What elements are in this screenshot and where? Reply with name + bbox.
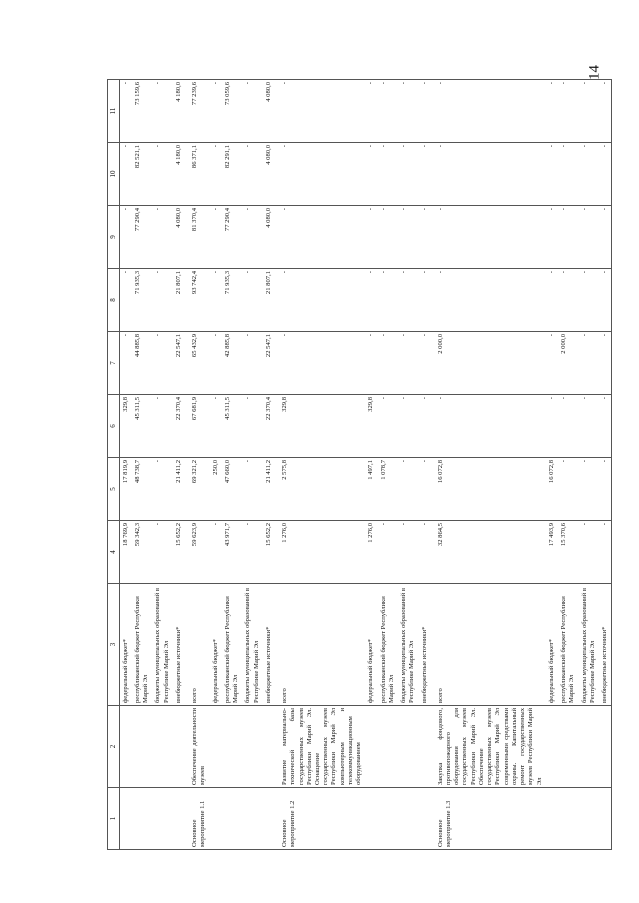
funding-source-cell: внебюджетные источники* (599, 584, 612, 706)
value-cell: - (546, 395, 558, 458)
activity-cell (378, 788, 398, 850)
column-header: 7 (108, 332, 120, 395)
activity-cell (222, 788, 242, 850)
value-cell: 1 497,1 (365, 458, 377, 521)
value-cell: - (558, 80, 578, 143)
activity-cell (263, 788, 275, 850)
funding-source-cell: федеральный бюджет* (210, 584, 222, 706)
value-cell: - (431, 269, 546, 332)
value-cell: 22 370,4 (173, 395, 185, 458)
value-cell: - (599, 80, 612, 143)
description-cell: Обеспечение деятельности музеев (185, 706, 209, 788)
table-row (398, 80, 418, 850)
value-cell: - (210, 395, 222, 458)
table-row (431, 80, 546, 850)
value-cell: 21 411,2 (263, 458, 275, 521)
activity-cell: Основное мероприятие 1.2 (275, 788, 365, 850)
value-cell: 77 239,6 (185, 80, 209, 143)
funding-source-cell: внебюджетные источники* (419, 584, 431, 706)
description-cell (222, 706, 242, 788)
value-cell: - (419, 332, 431, 395)
table-row (599, 80, 612, 850)
value-cell: - (210, 521, 222, 584)
funding-source-cell: федеральный бюджет* (119, 584, 132, 706)
value-cell: 42 885,8 (222, 332, 242, 395)
header-row (108, 80, 120, 850)
description-cell (398, 706, 418, 788)
value-cell: - (378, 395, 398, 458)
value-cell: 2 000,0 (558, 332, 578, 395)
table-row (378, 80, 398, 850)
funding-source-cell: всего (431, 584, 546, 706)
table-body (119, 80, 611, 850)
value-cell: - (119, 80, 132, 143)
value-cell: - (152, 458, 172, 521)
value-cell: - (579, 332, 599, 395)
funding-source-cell: всего (185, 584, 209, 706)
value-cell: - (378, 269, 398, 332)
value-cell: - (119, 206, 132, 269)
value-cell: - (398, 395, 418, 458)
value-cell: 4 080,0 (263, 143, 275, 206)
value-cell: - (398, 206, 418, 269)
value-cell: - (378, 143, 398, 206)
value-cell: 17 819,9 (119, 458, 132, 521)
value-cell: 21 411,2 (173, 458, 185, 521)
description-cell (173, 706, 185, 788)
value-cell: - (242, 80, 262, 143)
value-cell: - (579, 80, 599, 143)
funding-source-cell: федеральный бюджет* (365, 584, 377, 706)
value-cell: 329,8 (275, 395, 365, 458)
value-cell: - (119, 269, 132, 332)
value-cell: - (579, 521, 599, 584)
description-cell (152, 706, 172, 788)
activity-cell (210, 788, 222, 850)
value-cell: 329,8 (365, 395, 377, 458)
value-cell: - (152, 395, 172, 458)
page-number: 14 (586, 65, 603, 80)
description-cell (242, 706, 262, 788)
value-cell: - (275, 143, 365, 206)
value-cell: 82 291,1 (222, 143, 242, 206)
column-header: 1 (108, 788, 120, 850)
value-cell: - (242, 206, 262, 269)
value-cell: - (558, 143, 578, 206)
value-cell: - (152, 206, 172, 269)
value-cell: - (419, 395, 431, 458)
table-row (119, 80, 132, 850)
value-cell: 4 180,0 (173, 80, 185, 143)
value-cell: - (419, 80, 431, 143)
value-cell: - (599, 206, 612, 269)
activity-cell (398, 788, 418, 850)
value-cell: 81 370,4 (185, 206, 209, 269)
value-cell: 43 971,7 (222, 521, 242, 584)
value-cell: - (398, 269, 418, 332)
value-cell: - (378, 80, 398, 143)
activity-cell: Основное мероприятие 1.3 (431, 788, 546, 850)
value-cell: - (119, 143, 132, 206)
value-cell: - (378, 332, 398, 395)
value-cell: 21 807,1 (263, 269, 275, 332)
value-cell: - (558, 206, 578, 269)
value-cell: - (546, 80, 558, 143)
description-cell: Развитие материально-технической базы государственных музеев Республики Марий Эл. Оснащение государственных музеев Республики Марий Эл компьютерным и телекоммуникационным оборудованием (275, 706, 365, 788)
value-cell: - (378, 521, 398, 584)
value-cell: 250,0 (210, 458, 222, 521)
activity-cell (173, 788, 185, 850)
activity-cell (132, 788, 152, 850)
value-cell: - (431, 143, 546, 206)
value-cell: 15 652,2 (263, 521, 275, 584)
value-cell: 73 159,6 (132, 80, 152, 143)
activity-cell (579, 788, 599, 850)
value-cell: 15 370,6 (558, 521, 578, 584)
funding-source-cell: внебюджетные источники* (173, 584, 185, 706)
value-cell: 16 072,8 (431, 458, 546, 521)
table-row (132, 80, 152, 850)
table-row (173, 80, 185, 850)
value-cell: 82 521,1 (132, 143, 152, 206)
value-cell: - (599, 395, 612, 458)
value-cell: - (275, 332, 365, 395)
value-cell: 73 059,6 (222, 80, 242, 143)
value-cell: - (558, 269, 578, 332)
table-row (275, 80, 365, 850)
value-cell: 67 681,9 (185, 395, 209, 458)
description-cell (419, 706, 431, 788)
value-cell: - (365, 269, 377, 332)
value-cell: 16 072,8 (546, 458, 558, 521)
value-cell: 4 180,0 (173, 143, 185, 206)
value-cell: 1 276,0 (365, 521, 377, 584)
value-cell: 17 493,9 (546, 521, 558, 584)
description-cell (599, 706, 612, 788)
activity-cell (419, 788, 431, 850)
value-cell: 71 935,3 (132, 269, 152, 332)
column-header: 10 (108, 143, 120, 206)
value-cell: - (599, 332, 612, 395)
description-cell: Закупка фондового, противопожарного оборудования для государственных музеев Республики Марий Эл. Обеспечение государственных музеев Республики Марий Эл современными средствами охраны. Капитальный ремонт государственных музеев Республики Марий Эл (431, 706, 546, 788)
value-cell: - (431, 206, 546, 269)
column-header: 4 (108, 521, 120, 584)
description-cell (378, 706, 398, 788)
description-cell (263, 706, 275, 788)
value-cell: - (119, 332, 132, 395)
value-cell: - (152, 269, 172, 332)
value-cell: - (546, 269, 558, 332)
table-row (263, 80, 275, 850)
activity-cell (152, 788, 172, 850)
activity-cell (119, 788, 132, 850)
table-row (210, 80, 222, 850)
value-cell: - (431, 80, 546, 143)
table-row (242, 80, 262, 850)
value-cell: - (242, 521, 262, 584)
value-cell: - (242, 395, 262, 458)
value-cell: - (419, 458, 431, 521)
value-cell: 1 078,7 (378, 458, 398, 521)
value-cell: - (152, 521, 172, 584)
value-cell: - (398, 80, 418, 143)
table-row (579, 80, 599, 850)
value-cell: 48 738,7 (132, 458, 152, 521)
value-cell: - (558, 395, 578, 458)
column-header: 5 (108, 458, 120, 521)
value-cell: 21 807,1 (173, 269, 185, 332)
table-row (185, 80, 209, 850)
value-cell: 59 623,9 (185, 521, 209, 584)
column-header: 8 (108, 269, 120, 332)
description-cell (579, 706, 599, 788)
value-cell: - (398, 332, 418, 395)
value-cell: 4 080,0 (263, 80, 275, 143)
value-cell: 22 370,4 (263, 395, 275, 458)
value-cell: 22 547,1 (263, 332, 275, 395)
value-cell: - (275, 80, 365, 143)
column-header: 11 (108, 80, 120, 143)
value-cell: - (419, 521, 431, 584)
funding-source-cell: внебюджетные источники* (263, 584, 275, 706)
value-cell: 93 742,4 (185, 269, 209, 332)
funding-source-cell: республиканский бюджет Республики Марий Эл (378, 584, 398, 706)
description-cell (210, 706, 222, 788)
value-cell: - (152, 80, 172, 143)
value-cell: 71 935,3 (222, 269, 242, 332)
value-cell: 22 547,1 (173, 332, 185, 395)
column-header: 3 (108, 584, 120, 706)
activity-cell (599, 788, 612, 850)
description-cell (365, 706, 377, 788)
value-cell: - (275, 269, 365, 332)
value-cell: - (431, 395, 546, 458)
value-cell: - (398, 458, 418, 521)
value-cell: 2 575,8 (275, 458, 365, 521)
rotated-table-container (107, 80, 611, 850)
value-cell: - (242, 143, 262, 206)
column-header: 9 (108, 206, 120, 269)
funding-source-cell: бюджеты муниципальных образований в Республике Марий Эл (152, 584, 172, 706)
value-cell: - (242, 269, 262, 332)
value-cell: 77 290,4 (132, 206, 152, 269)
value-cell: - (152, 143, 172, 206)
value-cell: - (275, 206, 365, 269)
value-cell: - (546, 206, 558, 269)
funding-source-cell: бюджеты муниципальных образований в Республике Марий Эл (242, 584, 262, 706)
funding-source-cell: республиканский бюджет Республики Марий Эл (132, 584, 152, 706)
table-row (419, 80, 431, 850)
value-cell: - (242, 458, 262, 521)
value-cell: - (579, 395, 599, 458)
financing-table (107, 79, 612, 850)
value-cell: 44 885,8 (132, 332, 152, 395)
table-row (365, 80, 377, 850)
value-cell: - (365, 332, 377, 395)
description-cell (546, 706, 558, 788)
value-cell: - (365, 143, 377, 206)
value-cell: - (365, 206, 377, 269)
value-cell: - (365, 80, 377, 143)
value-cell: - (579, 269, 599, 332)
value-cell: 69 321,2 (185, 458, 209, 521)
funding-source-cell: бюджеты муниципальных образований в Республике Марий Эл (579, 584, 599, 706)
funding-source-cell: бюджеты муниципальных образований в Республике Марий Эл (398, 584, 418, 706)
value-cell: - (419, 206, 431, 269)
value-cell: 4 080,0 (263, 206, 275, 269)
value-cell: - (398, 521, 418, 584)
value-cell: 77 290,4 (222, 206, 242, 269)
activity-cell: Основное мероприятие 1.1 (185, 788, 209, 850)
funding-source-cell: всего (275, 584, 365, 706)
value-cell: - (398, 143, 418, 206)
funding-source-cell: республиканский бюджет Республики Марий Эл (558, 584, 578, 706)
value-cell: - (579, 458, 599, 521)
value-cell: - (579, 206, 599, 269)
funding-source-cell: федеральный бюджет* (546, 584, 558, 706)
value-cell: 47 660,0 (222, 458, 242, 521)
value-cell: 65 432,9 (185, 332, 209, 395)
value-cell: 86 371,1 (185, 143, 209, 206)
value-cell: - (546, 143, 558, 206)
activity-cell (546, 788, 558, 850)
value-cell: 15 652,2 (173, 521, 185, 584)
column-header: 2 (108, 706, 120, 788)
value-cell: - (210, 206, 222, 269)
value-cell: - (599, 269, 612, 332)
value-cell: - (210, 80, 222, 143)
value-cell: - (579, 143, 599, 206)
table-row (222, 80, 242, 850)
value-cell: - (599, 521, 612, 584)
table-row (558, 80, 578, 850)
value-cell: 59 342,3 (132, 521, 152, 584)
value-cell: 1 276,0 (275, 521, 365, 584)
description-cell (132, 706, 152, 788)
value-cell: 329,8 (119, 395, 132, 458)
description-cell (558, 706, 578, 788)
value-cell: - (210, 269, 222, 332)
value-cell: - (152, 332, 172, 395)
value-cell: - (558, 458, 578, 521)
value-cell: - (546, 332, 558, 395)
value-cell: - (599, 143, 612, 206)
funding-source-cell: республиканский бюджет Республики Марий Эл (222, 584, 242, 706)
value-cell: - (419, 269, 431, 332)
table-row (152, 80, 172, 850)
value-cell: - (242, 332, 262, 395)
value-cell: 18 769,9 (119, 521, 132, 584)
value-cell: 45 311,5 (132, 395, 152, 458)
activity-cell (242, 788, 262, 850)
description-cell (119, 706, 132, 788)
value-cell: 32 864,5 (431, 521, 546, 584)
activity-cell (365, 788, 377, 850)
column-header: 6 (108, 395, 120, 458)
value-cell: - (378, 206, 398, 269)
table-row (546, 80, 558, 850)
value-cell: - (419, 143, 431, 206)
value-cell: 45 311,5 (222, 395, 242, 458)
value-cell: - (599, 458, 612, 521)
activity-cell (558, 788, 578, 850)
value-cell: 4 080,0 (173, 206, 185, 269)
value-cell: 2 000,0 (431, 332, 546, 395)
value-cell: - (210, 332, 222, 395)
value-cell: - (210, 143, 222, 206)
